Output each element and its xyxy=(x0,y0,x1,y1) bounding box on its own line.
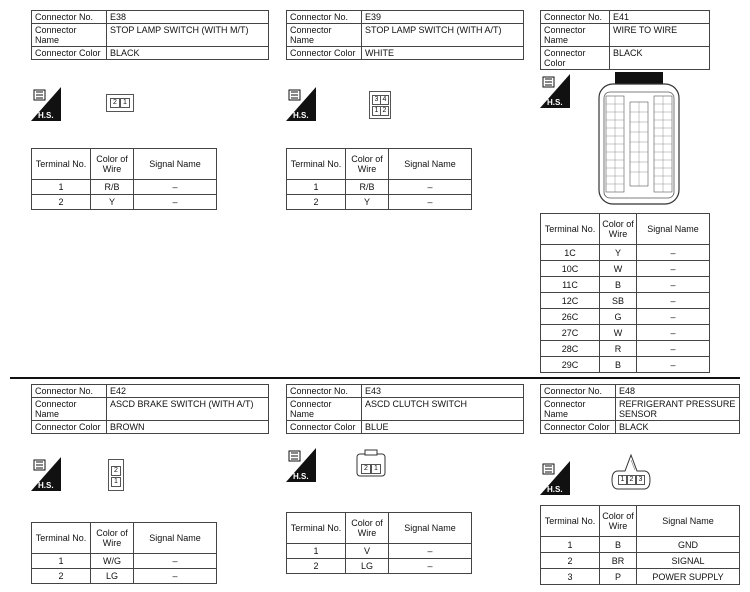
table-cell: Y xyxy=(346,195,389,210)
table-cell: B xyxy=(600,537,637,553)
table-cell: GND xyxy=(637,537,740,553)
connector-name-label: Connector Name xyxy=(541,24,610,47)
connector-name-label: Connector Name xyxy=(32,24,107,47)
table-cell: POWER SUPPLY xyxy=(637,569,740,585)
table-cell: – xyxy=(389,180,472,195)
connector-no-label: Connector No. xyxy=(287,11,362,24)
connector-color-value: WHITE xyxy=(362,47,524,60)
connector-color-value: BLACK xyxy=(610,47,710,70)
table-cell: 1 xyxy=(32,554,91,569)
table-row xyxy=(32,195,217,210)
table-cell: SB xyxy=(600,293,637,309)
table-row xyxy=(287,195,472,210)
connector-color-label: Connector Color xyxy=(32,47,107,60)
signal-name-header: Signal Name xyxy=(389,513,472,544)
e42-info-table xyxy=(31,384,269,434)
pin-label: 2 xyxy=(110,98,120,108)
table-cell: – xyxy=(389,544,472,559)
table-row xyxy=(541,245,710,261)
table-row xyxy=(541,261,710,277)
table-cell: W/G xyxy=(91,554,134,569)
color-of-wire-header: Color of Wire xyxy=(346,149,389,180)
table-cell: 2 xyxy=(287,559,346,574)
e42-connector-face xyxy=(108,459,124,491)
e38-info-table xyxy=(31,10,269,60)
table-cell: 2 xyxy=(287,195,346,210)
table-cell: R/B xyxy=(346,180,389,195)
connector-name-value: REFRIGERANT PRESSURE SENSOR xyxy=(616,398,740,421)
connector-no-label: Connector No. xyxy=(287,385,362,398)
table-cell: – xyxy=(637,357,710,373)
connector-name-value: WIRE TO WIRE xyxy=(610,24,710,47)
svg-text:H.S.: H.S. xyxy=(38,111,54,120)
table-cell: – xyxy=(637,325,710,341)
table-row xyxy=(541,553,740,569)
table-cell: 10C xyxy=(541,261,600,277)
table-cell: G xyxy=(600,309,637,325)
signal-name-header: Signal Name xyxy=(134,149,217,180)
table-row xyxy=(541,357,710,373)
table-cell: – xyxy=(134,180,217,195)
pin-label: 2 xyxy=(361,464,371,474)
harness-side-icon xyxy=(540,74,570,108)
pin-label: 2 xyxy=(111,466,121,476)
table-cell: – xyxy=(637,309,710,325)
harness-side-icon xyxy=(286,87,316,121)
connector-color-label: Connector Color xyxy=(541,47,610,70)
table-cell: – xyxy=(134,554,217,569)
table-cell: – xyxy=(637,245,710,261)
table-cell: V xyxy=(346,544,389,559)
e43-terminal-table xyxy=(286,512,472,574)
table-cell: R/B xyxy=(91,180,134,195)
signal-name-header: Signal Name xyxy=(134,523,217,554)
table-row xyxy=(287,180,472,195)
table-cell: B xyxy=(600,277,637,293)
connector-no-label: Connector No. xyxy=(541,11,610,24)
connector-no-value: E48 xyxy=(616,385,740,398)
pin-label: 1 xyxy=(120,98,130,108)
svg-text:H.S.: H.S. xyxy=(547,485,563,494)
table-cell: LG xyxy=(91,569,134,584)
svg-text:H.S.: H.S. xyxy=(293,472,309,481)
e48-connector-face xyxy=(610,454,652,492)
table-cell: 11C xyxy=(541,277,600,293)
harness-side-icon xyxy=(31,87,61,121)
e38-connector-face xyxy=(106,94,134,112)
svg-text:H.S.: H.S. xyxy=(547,98,563,107)
connector-name-value: ASCD CLUTCH SWITCH xyxy=(362,398,524,421)
e41-terminal-table xyxy=(540,213,710,373)
table-cell: 28C xyxy=(541,341,600,357)
connector-name-label: Connector Name xyxy=(32,398,107,421)
color-of-wire-header: Color of Wire xyxy=(91,149,134,180)
table-row xyxy=(287,559,472,574)
e39-terminal-table xyxy=(286,148,472,210)
table-cell: BR xyxy=(600,553,637,569)
connector-color-value: BLACK xyxy=(616,421,740,434)
table-row xyxy=(541,293,710,309)
table-cell: W xyxy=(600,261,637,277)
table-row xyxy=(32,554,217,569)
e41-connector-face xyxy=(598,72,680,206)
table-cell: 26C xyxy=(541,309,600,325)
table-cell: 3 xyxy=(541,569,600,585)
e43-connector-face xyxy=(356,449,386,477)
e42-terminal-table xyxy=(31,522,217,584)
color-of-wire-header: Color of Wire xyxy=(91,523,134,554)
table-cell: – xyxy=(134,195,217,210)
table-cell: 1C xyxy=(541,245,600,261)
terminal-no-header: Terminal No. xyxy=(32,523,91,554)
connector-color-value: BLUE xyxy=(362,421,524,434)
table-row xyxy=(287,544,472,559)
table-cell: P xyxy=(600,569,637,585)
signal-name-header: Signal Name xyxy=(637,214,710,245)
pin-label: 1 xyxy=(372,106,381,116)
pin-label: 1 xyxy=(111,477,121,487)
e41-info-table xyxy=(540,10,710,70)
table-cell: 27C xyxy=(541,325,600,341)
table-cell: – xyxy=(389,195,472,210)
table-row xyxy=(32,569,217,584)
connector-no-label: Connector No. xyxy=(32,11,107,24)
connector-name-label: Connector Name xyxy=(287,398,362,421)
harness-side-icon xyxy=(540,461,570,495)
table-cell: 2 xyxy=(541,553,600,569)
svg-text:H.S.: H.S. xyxy=(38,481,54,490)
signal-name-header: Signal Name xyxy=(389,149,472,180)
table-cell: LG xyxy=(346,559,389,574)
connector-name-label: Connector Name xyxy=(287,24,362,47)
table-row xyxy=(541,569,740,585)
connector-color-label: Connector Color xyxy=(32,421,107,434)
table-row xyxy=(541,277,710,293)
pin-label: 3 xyxy=(636,475,645,485)
pin-label: 4 xyxy=(380,95,389,105)
connector-color-label: Connector Color xyxy=(287,47,362,60)
terminal-no-header: Terminal No. xyxy=(541,506,600,537)
connector-name-value: STOP LAMP SWITCH (WITH A/T) xyxy=(362,24,524,47)
table-cell: – xyxy=(637,293,710,309)
table-cell: R xyxy=(600,341,637,357)
connector-color-value: BROWN xyxy=(107,421,269,434)
table-cell: 2 xyxy=(32,195,91,210)
connector-name-value: STOP LAMP SWITCH (WITH M/T) xyxy=(107,24,269,47)
table-row xyxy=(541,537,740,553)
connector-name-label: Connector Name xyxy=(541,398,616,421)
table-cell: SIGNAL xyxy=(637,553,740,569)
harness-side-icon xyxy=(286,448,316,482)
pin-label: 2 xyxy=(380,106,389,116)
harness-side-icon xyxy=(31,457,61,491)
table-cell: 12C xyxy=(541,293,600,309)
table-cell: 1 xyxy=(32,180,91,195)
color-of-wire-header: Color of Wire xyxy=(346,513,389,544)
table-cell: 1 xyxy=(287,544,346,559)
table-cell: Y xyxy=(91,195,134,210)
connector-color-label: Connector Color xyxy=(287,421,362,434)
table-cell: – xyxy=(637,261,710,277)
pin-label: 2 xyxy=(627,475,636,485)
terminal-no-header: Terminal No. xyxy=(32,149,91,180)
e48-terminal-table xyxy=(540,505,740,585)
color-of-wire-header: Color of Wire xyxy=(600,506,637,537)
connector-color-value: BLACK xyxy=(107,47,269,60)
table-cell: 29C xyxy=(541,357,600,373)
connector-no-label: Connector No. xyxy=(32,385,107,398)
pin-label: 3 xyxy=(372,95,381,105)
table-cell: – xyxy=(637,277,710,293)
table-cell: Y xyxy=(600,245,637,261)
e39-info-table xyxy=(286,10,524,60)
terminal-no-header: Terminal No. xyxy=(541,214,600,245)
table-row xyxy=(541,341,710,357)
connector-no-value: E43 xyxy=(362,385,524,398)
connector-no-value: E42 xyxy=(107,385,269,398)
table-cell: W xyxy=(600,325,637,341)
signal-name-header: Signal Name xyxy=(637,506,740,537)
connector-no-value: E38 xyxy=(107,11,269,24)
e48-info-table xyxy=(540,384,740,434)
pin-label: 1 xyxy=(618,475,627,485)
table-cell: 1 xyxy=(541,537,600,553)
table-cell: – xyxy=(134,569,217,584)
e38-terminal-table xyxy=(31,148,217,210)
connector-no-value: E41 xyxy=(610,11,710,24)
table-row xyxy=(541,309,710,325)
table-row xyxy=(541,325,710,341)
e39-connector-face xyxy=(369,91,391,119)
connector-no-value: E39 xyxy=(362,11,524,24)
table-cell: 1 xyxy=(287,180,346,195)
color-of-wire-header: Color of Wire xyxy=(600,214,637,245)
connector-no-label: Connector No. xyxy=(541,385,616,398)
table-cell: B xyxy=(600,357,637,373)
table-cell: – xyxy=(389,559,472,574)
terminal-no-header: Terminal No. xyxy=(287,513,346,544)
svg-text:H.S.: H.S. xyxy=(293,111,309,120)
terminal-no-header: Terminal No. xyxy=(287,149,346,180)
connector-name-value: ASCD BRAKE SWITCH (WITH A/T) xyxy=(107,398,269,421)
pin-label: 1 xyxy=(371,464,381,474)
section-divider xyxy=(10,377,740,379)
table-row xyxy=(32,180,217,195)
table-cell: – xyxy=(637,341,710,357)
connector-color-label: Connector Color xyxy=(541,421,616,434)
table-cell: 2 xyxy=(32,569,91,584)
e43-info-table xyxy=(286,384,524,434)
